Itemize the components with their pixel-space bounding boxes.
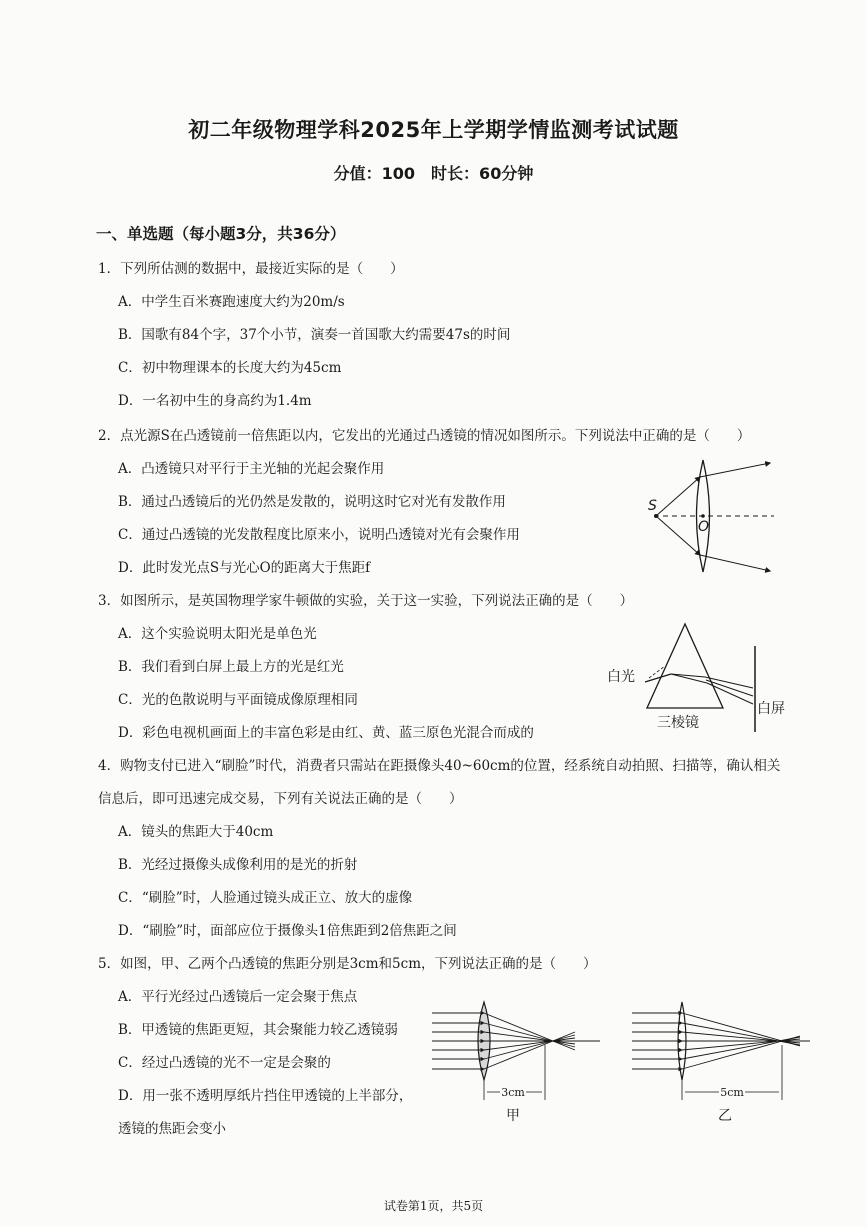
center-label: O: [698, 519, 710, 535]
screen-label: 白屏: [757, 701, 785, 717]
question-2-option-b: B．通过凸透镜后的光仍然是发散的，说明这时它对光有发散作用: [118, 494, 506, 510]
question-3-option-a: A．这个实验说明太阳光是单色光: [118, 626, 317, 642]
ray-upper-in: [656, 477, 700, 516]
question-5-option-d-cont: 透镜的焦距会变小: [118, 1121, 226, 1137]
prism-shape: [647, 624, 723, 708]
question-1-option-b: B．国歌有84个字，37个小节，演奏一首国歌大约需要47s的时间: [118, 327, 511, 343]
white-light-label: 白光: [607, 669, 635, 685]
question-2-option-d: D．此时发光点S与光心O的距离大于焦距f: [118, 560, 371, 576]
question-5-option-c: C．经过凸透镜的光不一定是会聚的: [118, 1055, 331, 1071]
convex-lens-figure: [640, 455, 780, 580]
question-2-option-a: A．凸透镜只对平行于主光轴的光起会聚作用: [118, 461, 385, 477]
question-3-option-c: C．光的色散说明与平面镜成像原理相同: [118, 692, 358, 708]
section-heading: 一、单选题（每小题3分，共36分）: [96, 225, 346, 243]
ray-lower-out: [700, 555, 770, 571]
lens-jia-name: 甲: [506, 1108, 520, 1124]
lens-yi-name: 乙: [718, 1108, 732, 1124]
question-5-option-b: B．甲透镜的焦距更短，其会聚能力较乙透镜弱: [118, 1022, 398, 1038]
question-1-option-c: C．初中物理课本的长度大约为45cm: [118, 360, 342, 376]
source-label: S: [648, 498, 657, 514]
question-4-option-a: A．镜头的焦距大于40cm: [118, 824, 274, 840]
question-3-stem: 3．如图所示，是英国物理学家牛顿做的实验，关于这一实验，下列说法正确的是（ ）: [98, 593, 634, 609]
lens-jia-focal-label: 3cm: [501, 1086, 525, 1099]
lens-yi-focal-label: 5cm: [720, 1086, 744, 1099]
question-5-option-d: D．用一张不透明厚纸片挡住甲透镜的上半部分，: [118, 1088, 413, 1104]
prism-figure: [605, 620, 800, 735]
prism-label: 三棱镜: [657, 715, 699, 731]
page-subtitle: 分值：100 时长：60分钟: [333, 164, 534, 183]
question-4-stem-line1: 4．购物支付已进入“刷脸”时代，消费者只需站在距摄像头40~60cm的位置，经系统自动拍照、扫描等，确认相关: [98, 758, 781, 774]
question-4-stem-line2: 信息后，即可迅速完成交易，下列有关说法正确的是（ ）: [98, 791, 463, 807]
white-light-ray: [645, 674, 671, 682]
optical-center-point: [701, 514, 705, 518]
question-3-option-d: D．彩色电视机画面上的丰富色彩是由红、黄、蓝三原色光混合而成的: [118, 725, 534, 741]
ray-lower-in: [656, 516, 700, 555]
question-1-option-a: A．中学生百米赛跑速度大约为20m/s: [118, 294, 345, 310]
lens-yi-figure: [630, 1000, 815, 1125]
question-5-stem: 5．如图，甲、乙两个凸透镜的焦距分别是3cm和5cm，下列说法正确的是（ ）: [98, 956, 597, 972]
page-title: 初二年级物理学科2025年上学期学情监测考试试题: [188, 118, 679, 142]
question-1-stem: 1．下列所估测的数据中，最接近实际的是（ ）: [98, 261, 404, 277]
question-5-option-a: A．平行光经过凸透镜后一定会聚于焦点: [118, 989, 358, 1005]
lens-jia-figure: [430, 1000, 610, 1125]
question-4-option-c: C．“刷脸”时，人脸通过镜头成正立、放大的虚像: [118, 890, 413, 906]
question-4-option-b: B．光经过摄像头成像利用的是光的折射: [118, 857, 358, 873]
question-2-option-c: C．通过凸透镜的光发散程度比原来小，说明凸透镜对光有会聚作用: [118, 527, 520, 543]
question-4-option-d: D．“刷脸”时，面部应位于摄像头1倍焦距到2倍焦距之间: [118, 923, 457, 939]
ray-upper-out: [700, 463, 770, 477]
question-3-option-b: B．我们看到白屏上最上方的光是红光: [118, 659, 344, 675]
question-1-option-d: D．一名初中生的身高约为1.4m: [118, 393, 312, 409]
page-footer: 试卷第1页，共5页: [383, 1199, 484, 1213]
question-2-stem: 2．点光源S在凸透镜前一倍焦距以内，它发出的光通过凸透镜的情况如图所示。下列说法中正确的是（ ）: [98, 428, 751, 444]
